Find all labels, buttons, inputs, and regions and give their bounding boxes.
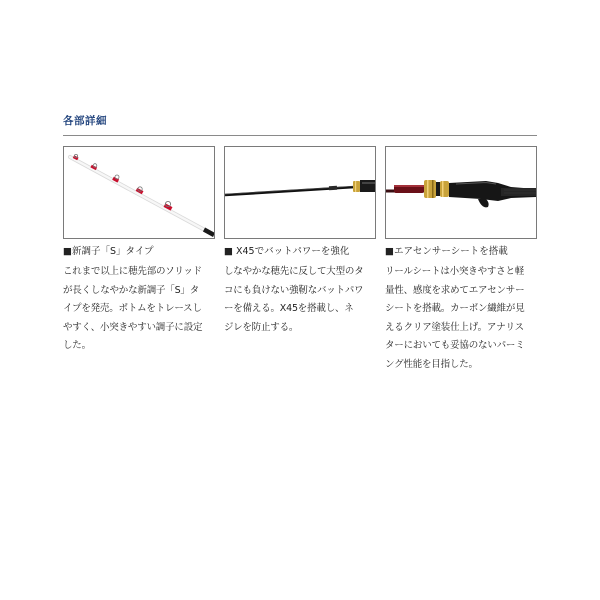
feature-butt (224, 146, 376, 337)
reel-seat-illustration (386, 147, 536, 238)
title-divider (63, 135, 537, 136)
rod-butt-illustration (225, 147, 375, 238)
feature-description: リールシートは小突きやすさと軽 量性、感度を求めてエアセンサー シートを搭載。カーボン繊維が見 えるクリア塗装仕上げ。アナリス ターにおいても妥協のないパーミ ング性能を目指した。 (385, 266, 525, 370)
rod-tip-illustration (64, 147, 214, 238)
feature-heading: ■新調子「S」タイプ (63, 246, 154, 257)
feature-reel-seat (385, 146, 537, 374)
tip-photo (63, 146, 215, 239)
section-title: 各部詳細 (63, 115, 107, 127)
feature-heading: ■ X45でバットパワーを強化 (224, 246, 350, 257)
feature-description: これまで以上に穂先部のソリッド が長くしなやかな新調子「S」タ イプを発売。ボトムをトレースし やすく、小突きやすい調子に設定 した。 (63, 266, 203, 351)
feature-description: しなやかな穂先に反して大型のタ コにも負けない強靭なバットパワ ーを備える。X45を搭載し、ネ ジレを防止する。 (224, 266, 364, 333)
feature-heading: ■エアセンサーシートを搭載 (385, 246, 508, 257)
feature-tip (63, 146, 215, 356)
reel-seat-photo (385, 146, 537, 239)
butt-photo (224, 146, 376, 239)
